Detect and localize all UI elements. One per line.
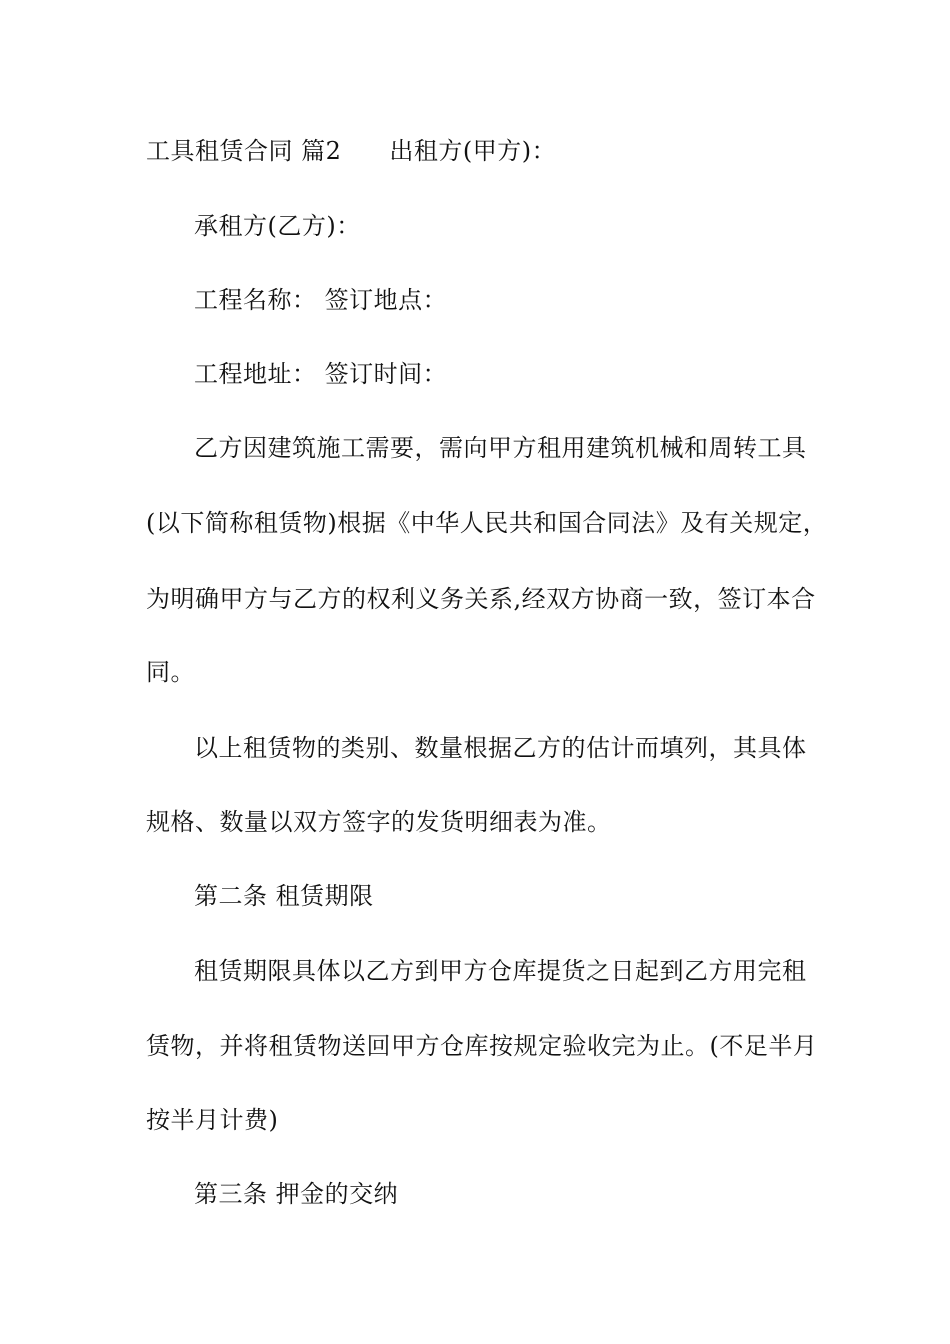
intro-line-2: (以下简称租赁物)根据《中华人民共和国合同法》及有关规定， (146, 509, 828, 537)
intro-line-4: 同。 (146, 658, 195, 686)
intro-line-1: 乙方因建筑施工需要，需向甲方租用建筑机械和周转工具 (194, 434, 807, 462)
document-title: 工具租赁合同 篇2 (146, 137, 342, 165)
project-name-line: 工程名称： 签订地点： (194, 286, 448, 314)
lessee-line: 承租方(乙方)： (194, 212, 361, 240)
article2-line-3: 按半月计费) (146, 1106, 279, 1134)
article2-line-1: 租赁期限具体以乙方到甲方仓库提货之日起到乙方用完租 (194, 957, 807, 985)
project-address-line: 工程地址： 签订时间： (194, 360, 448, 388)
quantity-line-1: 以上租赁物的类别、数量根据乙方的估计而填列，其具体 (194, 734, 807, 762)
article2-line-2: 赁物，并将租赁物送回甲方仓库按规定验收完为止。(不足半月 (146, 1032, 818, 1060)
quantity-line-2: 规格、数量以双方签字的发货明细表为准。 (146, 808, 612, 836)
heading-line (146, 135, 556, 167)
intro-line-3: 为明确甲方与乙方的权利义务关系,经双方协商一致，签订本合 (146, 585, 816, 613)
article2-title: 第二条 租赁期限 (194, 882, 374, 910)
article3-title: 第三条 押金的交纳 (194, 1180, 399, 1208)
lessor-label: 出租方(甲方)： (389, 137, 557, 165)
